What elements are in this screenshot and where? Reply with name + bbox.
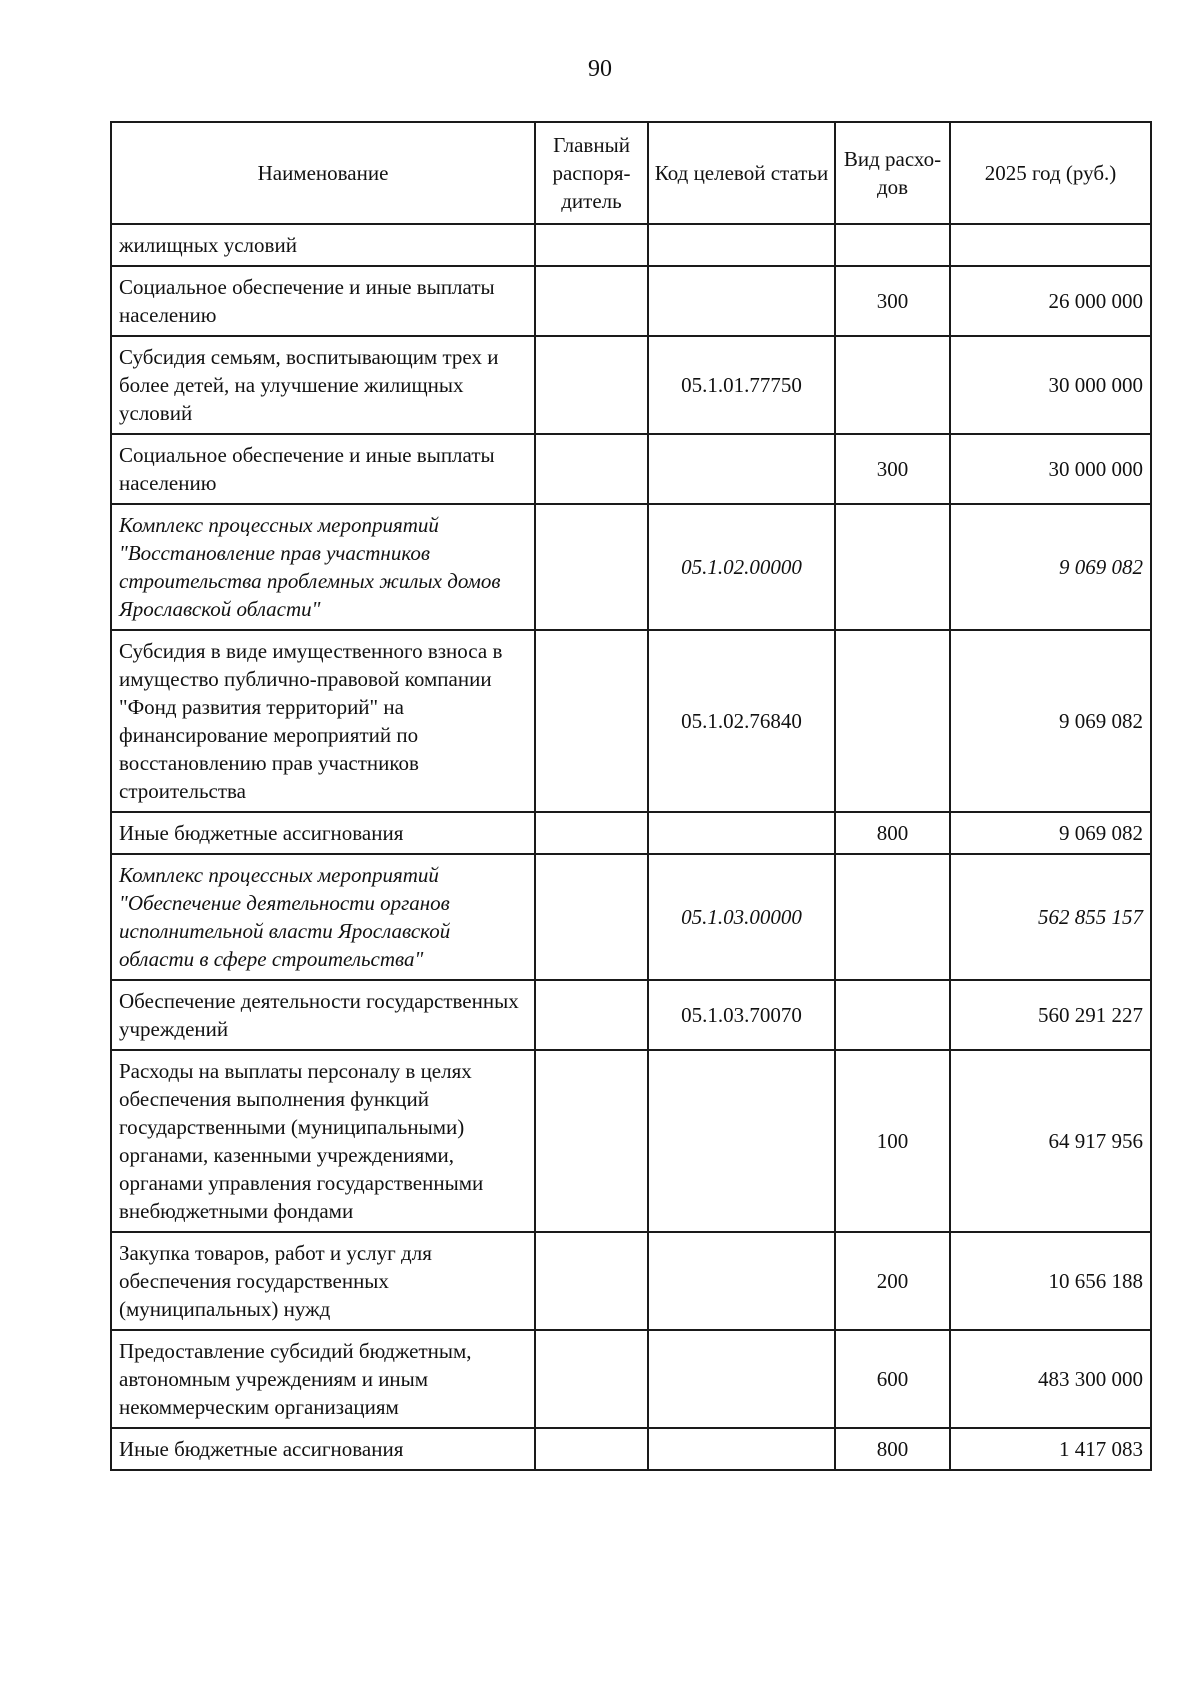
row-expense-type-cell <box>835 504 950 630</box>
row-expense-type-cell <box>835 224 950 266</box>
row-chief-manager-cell <box>535 336 648 434</box>
row-amount-cell: 9 069 082 <box>950 812 1151 854</box>
row-name-cell: Субсидия в виде имущественного взноса в имущество публично-правовой компании "Фонд развития территорий" на финансирование мероприятий по восстановлению прав участников строительства <box>111 630 535 812</box>
table-row <box>111 1330 1151 1428</box>
table-row <box>111 854 1151 980</box>
table-row <box>111 266 1151 336</box>
row-name-cell: жилищных условий <box>111 224 535 266</box>
table-row <box>111 336 1151 434</box>
header-name: Наименование <box>111 122 535 224</box>
row-expense-type-cell: 600 <box>835 1330 950 1428</box>
row-chief-manager-cell <box>535 224 648 266</box>
row-amount-cell: 26 000 000 <box>950 266 1151 336</box>
row-expense-type-cell: 800 <box>835 1428 950 1470</box>
row-expense-type-cell: 300 <box>835 434 950 504</box>
row-target-code-cell <box>648 812 835 854</box>
row-expense-type-cell: 100 <box>835 1050 950 1232</box>
row-name-cell: Иные бюджетные ассигнования <box>111 812 535 854</box>
row-target-code-cell <box>648 1050 835 1232</box>
table-row <box>111 1050 1151 1232</box>
row-chief-manager-cell <box>535 1428 648 1470</box>
row-expense-type-cell <box>835 630 950 812</box>
table-header-row <box>111 122 1151 224</box>
table-row <box>111 224 1151 266</box>
row-expense-type-cell <box>835 854 950 980</box>
row-chief-manager-cell <box>535 1232 648 1330</box>
row-name-cell: Социальное обеспечение и иные выплаты населению <box>111 434 535 504</box>
row-chief-manager-cell <box>535 504 648 630</box>
row-amount-cell: 64 917 956 <box>950 1050 1151 1232</box>
row-name-cell: Субсидия семьям, воспитывающим трех и более детей, на улучшение жилищных условий <box>111 336 535 434</box>
header-expense-type: Вид расхо-дов <box>835 122 950 224</box>
row-expense-type-cell <box>835 980 950 1050</box>
row-name-cell: Расходы на выплаты персоналу в целях обеспечения выполнения функций государственными (муниципальными) органами, казенными учреждениями, органами управления государственными внебюджетными фондами <box>111 1050 535 1232</box>
row-chief-manager-cell <box>535 266 648 336</box>
row-expense-type-cell <box>835 336 950 434</box>
row-amount-cell <box>950 224 1151 266</box>
row-amount-cell: 560 291 227 <box>950 980 1151 1050</box>
header-target-code: Код целевой статьи <box>648 122 835 224</box>
table-row <box>111 434 1151 504</box>
row-name-cell: Иные бюджетные ассигнования <box>111 1428 535 1470</box>
row-target-code-cell: 05.1.03.00000 <box>648 854 835 980</box>
table-row <box>111 812 1151 854</box>
row-amount-cell: 1 417 083 <box>950 1428 1151 1470</box>
row-target-code-cell <box>648 1428 835 1470</box>
row-chief-manager-cell <box>535 434 648 504</box>
row-target-code-cell <box>648 266 835 336</box>
row-amount-cell: 30 000 000 <box>950 336 1151 434</box>
row-name-cell: Комплекс процессных мероприятий "Обеспечение деятельности органов исполнительной власти Ярославской области в сфере строительства" <box>111 854 535 980</box>
row-target-code-cell <box>648 224 835 266</box>
header-chief-manager: Главный распоря-дитель <box>535 122 648 224</box>
row-name-cell: Социальное обеспечение и иные выплаты населению <box>111 266 535 336</box>
row-amount-cell: 9 069 082 <box>950 630 1151 812</box>
page-number: 90 <box>588 56 612 82</box>
row-name-cell: Комплекс процессных мероприятий "Восстановление прав участников строительства проблемных жилых домов Ярославской области" <box>111 504 535 630</box>
row-amount-cell: 10 656 188 <box>950 1232 1151 1330</box>
row-target-code-cell: 05.1.01.77750 <box>648 336 835 434</box>
table-row <box>111 630 1151 812</box>
row-name-cell: Предоставление субсидий бюджетным, автономным учреждениям и иным некоммерческим организациям <box>111 1330 535 1428</box>
row-chief-manager-cell <box>535 1330 648 1428</box>
row-amount-cell: 483 300 000 <box>950 1330 1151 1428</box>
table-row <box>111 1428 1151 1470</box>
row-chief-manager-cell <box>535 1050 648 1232</box>
row-target-code-cell: 05.1.02.00000 <box>648 504 835 630</box>
row-expense-type-cell: 300 <box>835 266 950 336</box>
row-expense-type-cell: 800 <box>835 812 950 854</box>
row-name-cell: Обеспечение деятельности государственных учреждений <box>111 980 535 1050</box>
row-target-code-cell: 05.1.03.70070 <box>648 980 835 1050</box>
row-expense-type-cell: 200 <box>835 1232 950 1330</box>
row-name-cell: Закупка товаров, работ и услуг для обеспечения государственных (муниципальных) нужд <box>111 1232 535 1330</box>
row-chief-manager-cell <box>535 812 648 854</box>
row-chief-manager-cell <box>535 854 648 980</box>
table-row <box>111 1232 1151 1330</box>
row-target-code-cell <box>648 1330 835 1428</box>
row-amount-cell: 562 855 157 <box>950 854 1151 980</box>
row-target-code-cell <box>648 1232 835 1330</box>
row-chief-manager-cell <box>535 980 648 1050</box>
table-row <box>111 980 1151 1050</box>
row-amount-cell: 9 069 082 <box>950 504 1151 630</box>
row-chief-manager-cell <box>535 630 648 812</box>
header-year-2025: 2025 год (руб.) <box>950 122 1151 224</box>
table-body <box>111 224 1151 1470</box>
table-row <box>111 504 1151 630</box>
row-target-code-cell <box>648 434 835 504</box>
row-amount-cell: 30 000 000 <box>950 434 1151 504</box>
budget-table <box>110 121 1152 1471</box>
row-target-code-cell: 05.1.02.76840 <box>648 630 835 812</box>
